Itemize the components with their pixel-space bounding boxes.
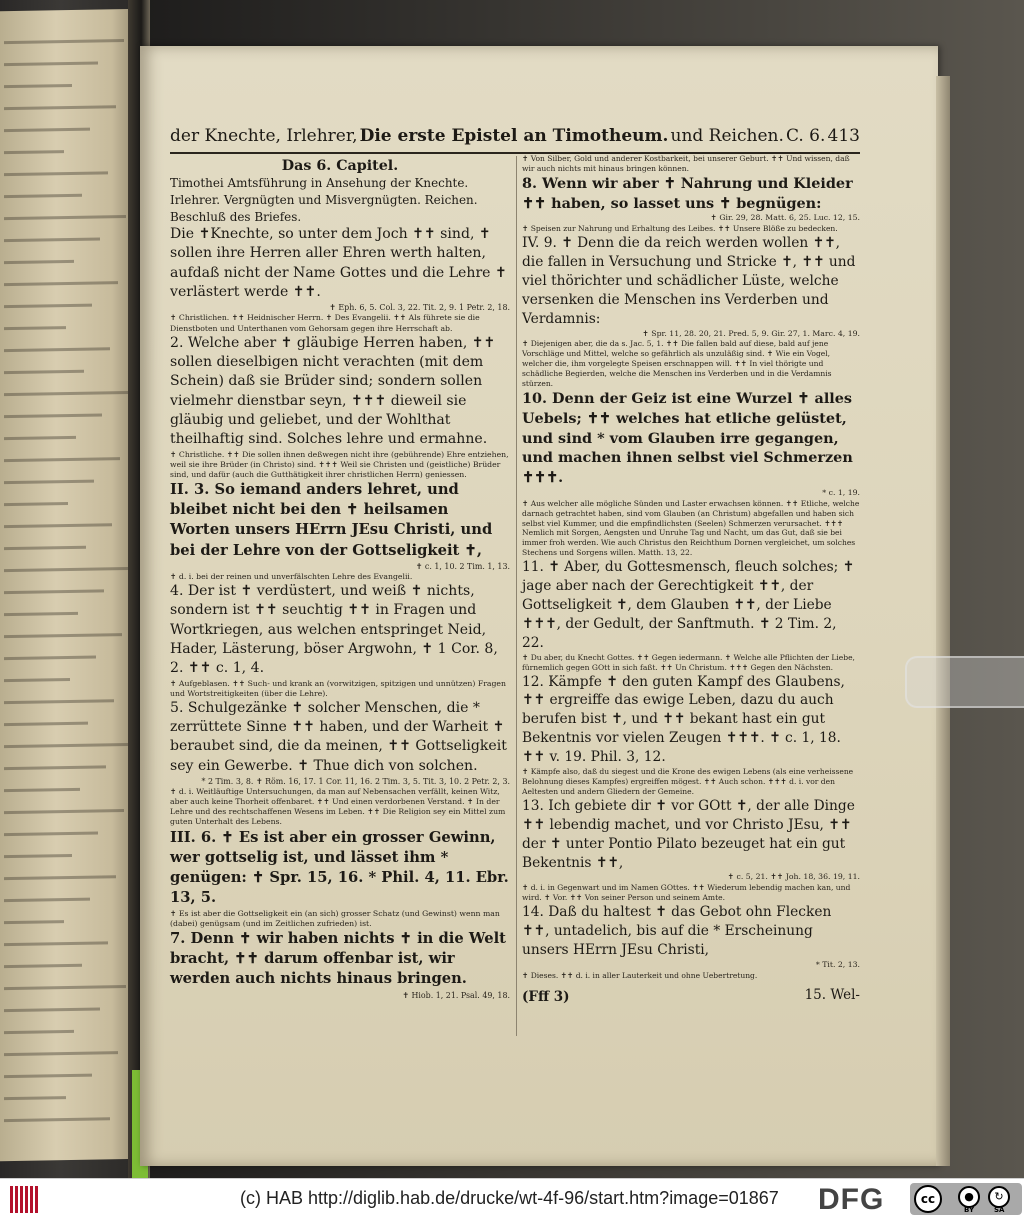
footnote: ✝ Christliche. ✝✝ Die sollen ihnen deßwegen nicht ihre (gebührende) Ehre entziehen, weil sie ihre Brüder (in Christo) sind. ✝✝✝ Weil sie Christen und (geistliche) Brüder sind, und dafür (auch die Gutthätigkeit ihrer christlichen Herrn) geniessen. xyxy=(170,449,509,479)
facing-page-text-line xyxy=(4,370,84,374)
facing-page-text-line xyxy=(4,1051,118,1056)
facing-page-text-line xyxy=(4,898,90,903)
left-column xyxy=(170,157,510,1001)
footnote: ✝ Diejenigen aber, die da s. Jac. 5, 1. ✝✝ Die fallen bald auf diese, bald auf jene Vorschläge und Mittel, welche so gefährlich als unzuläßig sind. ✝ Wie ein Vogel, welcher die, ihm vorgelegte Speisen erschnappen will. ✝✝ In viel thörigte und schädliche Begierden, welche die Menschen ins Verderben und in die Verdamnis stürzen. xyxy=(522,339,832,389)
header-chapter: C. 6. xyxy=(785,126,826,146)
facing-page-text-line xyxy=(4,546,86,550)
sa-label: SA xyxy=(994,1206,1005,1214)
verse: II. 3. So iemand anders lehret, und bleibet nicht bei den ✝ heilsamen Worten unsers HErrn JEsu Christi, und bei der Lehre von der Gottseligkeit ✝, xyxy=(170,480,493,559)
hab-logo-icon xyxy=(10,1186,38,1213)
facing-page-text-line xyxy=(4,854,72,858)
verse: 4. Der ist ✝ verdüstert, und weiß ✝ nichts, sondern ist ✝✝ seuchtig ✝✝ in Fragen und Wortkriegen, aus welchen entspringet Neid, Hader, Lästerung, böser Argwohn, ✝ 1 Cor. 8, 2. ✝✝ c. 1, 4. xyxy=(170,583,498,677)
verse: III. 6. ✝ Es ist aber ein grosser Gewinn, wer gottselig ist, und lässet ihm * genügen: ✝ Spr. 15, 16. * Phil. 4, 11. Ebr. 13, 5. xyxy=(170,828,509,907)
facing-page-text-line xyxy=(4,678,70,682)
facing-page-text-line xyxy=(4,84,72,88)
chapter-heading: Das 6. Capitel. xyxy=(281,158,399,174)
column-divider xyxy=(516,156,517,1036)
facing-page-text-line xyxy=(4,1030,74,1034)
facing-page-text-line xyxy=(4,1117,110,1122)
facing-page-text-line xyxy=(4,920,64,924)
facing-page-text-line xyxy=(4,194,82,198)
header-left: der Knechte, Irlehrer, xyxy=(170,126,358,146)
header-title: Die erste Epistel an Timotheum. xyxy=(359,126,669,146)
facing-page-text-line xyxy=(4,457,120,462)
facing-page-text-line xyxy=(4,699,114,704)
facing-page-text-line xyxy=(4,260,74,264)
page-number: 413 xyxy=(827,126,860,146)
verse: IV. 9. ✝ Denn die da reich werden wollen ✝✝, die fallen in Versuchung und Stricke ✝, ✝✝ und viel thörichter und schädlicher Lüste, welche versenken die Menschen ins Verderben und Verdamnis: xyxy=(522,235,856,327)
verse: 11. ✝ Aber, du Gottesmensch, fleuch solches; ✝ jage aber nach der Gerechtigkeit ✝✝, der Gottseligkeit ✝, dem Glauben ✝✝, der Liebe ✝✝✝, der Gedult, der Sanftmuth. ✝ 2 Tim. 2, 22. xyxy=(522,559,855,651)
facing-page xyxy=(0,9,140,1161)
facing-page-text-line xyxy=(4,281,118,286)
facing-page-text-line xyxy=(4,1074,92,1079)
footnote: ✝ Es ist aber die Gottseligkeit ein (an sich) grosser Schatz (und Gewinst) wenn man (dabei) genügsam (und im Zeitlichen zufrieden) ist. xyxy=(170,908,500,928)
footnote: ✝ Speisen zur Nahrung und Erhaltung des Leibes. ✝✝ Unsere Blöße zu bedecken. xyxy=(522,224,838,234)
footnote: ✝ d. i. Weitläuftige Untersuchungen, da man auf Nebensachen verfällt, keinen Witz, aber auch keine Thorheit offenbaret. ✝✝ Und einen verdorbenen Verstand. ✝ In der Lehre und des rechtschaffenen Wesens im Leben. ✝✝ Die Religion sey ein Mittel zum guten Unterhalt des Lebens. xyxy=(170,787,506,827)
facing-page-text-line xyxy=(4,875,116,880)
facing-page-text-line xyxy=(4,326,66,330)
facing-page-text-line xyxy=(4,985,126,990)
facing-page-text-line xyxy=(4,964,82,968)
facing-page-text-line xyxy=(4,413,102,418)
footnote: ✝ d. i. in Gegenwart und im Namen GOttes. ✝✝ Wiederum lebendig machen kan, und wird. ✝ Vor. ✝✝ Von seiner Person und seinem Amte. xyxy=(522,883,851,903)
footnote: ✝ d. i. bei der reinen und unverfälschten Lehre des Evangelii. xyxy=(170,571,413,581)
verse: 2. Welche aber ✝ gläubige Herren haben, ✝✝ sollen dieselbigen nicht verachten (mit dem Schein) daß sie Brüder sind; sondern sollen vielmehr dienstbar seyn, ✝✝✝ dieweil sie gläubig und geliebet, und der Wohlthat theilhaftig sind. Solches lehre und ermahne. xyxy=(170,334,496,448)
verse: 13. Ich gebiete dir ✝ vor GOtt ✝, der alle Dinge ✝✝ lebendig machet, und vor Christo JEsu, ✝✝ der ✝ unter Pontio Pilato bezeuget hat ein gut Bekentnis ✝✝, xyxy=(522,797,855,871)
cross-reference: ✝ Spr. 11, 28. 20, 21. Pred. 5, 9. Gir. 27, 1. Marc. 4, 19. xyxy=(642,328,860,338)
footnote: ✝ Aus welcher alle mögliche Sünden und Laster erwachsen können. ✝✝ Etliche, welche darnach getrachtet haben, sind vom Glauben (an Christum) abgefallen und haben sich selbst viel Kummer, und die empfindlichsten (Seelen) Schmerzen verursachet. ✝✝✝ Nemlich mit Sorgen, Aengsten und Unruhe Tag und Nacht, um das Gut, daß sie bei immer froh werden. Wie auch Christus den Reichthum Dornen vergleichet, um solches Stechens und Sorgens willen. Matth. 13, 22. xyxy=(522,498,860,558)
footer-bar xyxy=(0,1178,1024,1219)
facing-page-text-line xyxy=(4,304,92,309)
cross-reference: ✝ Eph. 6, 5. Col. 3, 22. Tit. 2, 9. 1 Petr. 2, 18. xyxy=(329,303,510,313)
facing-page-text-line xyxy=(4,391,128,396)
running-header xyxy=(170,126,860,152)
verse: 10. Denn der Geiz ist eine Wurzel ✝ alles Uebels; ✝✝ welches hat etliche gelüstet, und sind * vom Glauben irre gegangen, und machen ihnen selbst viel Schmerzen ✝✝✝. xyxy=(522,389,853,487)
facing-page-text-line xyxy=(4,436,76,440)
page-edge xyxy=(936,76,950,1166)
facing-page-text-line xyxy=(4,567,130,572)
facing-page-text-line xyxy=(4,1096,66,1100)
chapter-summary: Timothei Amtsführung in Ansehung der Knechte. Irlehrer. Vergnügten und Misvergnügten. Reichen. Beschluß des Briefes. xyxy=(170,176,478,224)
facing-page-text-line xyxy=(4,502,68,506)
footnote: ✝ Christlichen. ✝✝ Heidnischer Herrn. ✝ Des Evangelii. ✝✝ Als führete sie die Dienstboten und Unterthanen vom Gehorsam gegen ihre Herrschaft ab. xyxy=(170,313,480,333)
facing-page-text-line xyxy=(4,941,108,946)
facing-page-text-line xyxy=(4,765,106,770)
cross-reference: * Tit. 2, 13. xyxy=(815,959,860,969)
facing-page-text-line xyxy=(4,347,110,352)
cross-reference: ✝ Hiob. 1, 21. Psal. 49, 18. xyxy=(402,990,510,1000)
cross-reference: * 2 Tim. 3, 8. ✝ Röm. 16, 17. 1 Cor. 11, 16. 2 Tim. 3, 5. Tit. 3, 10. 2 Petr. 2, 3. xyxy=(201,777,510,787)
footnote: ✝ Aufgeblasen. ✝✝ Such- und krank an (vorwitzigen, spitzigen und unnützen) Fragen und Wortstreitigkeiten (über die Lehre). xyxy=(170,678,506,698)
facing-page-text-line xyxy=(4,237,100,242)
by-person-icon: ● xyxy=(958,1186,980,1208)
facing-page-text-line xyxy=(4,633,122,638)
cross-reference: ✝ Gir. 29, 28. Matt. 6, 25. Luc. 12, 15. xyxy=(710,213,860,223)
verse: 8. Wenn wir aber ✝ Nahrung und Kleider ✝✝ haben, so lasset uns ✝ begnügen: xyxy=(522,174,853,212)
facing-page-text-line xyxy=(4,722,88,726)
facing-page-text-line xyxy=(4,832,98,837)
by-label: BY xyxy=(964,1206,975,1214)
facing-page-text-line xyxy=(4,39,124,44)
facing-page-text-line xyxy=(4,809,124,814)
cross-reference: * c. 1, 19. xyxy=(822,487,860,497)
cross-reference: ✝ c. 1, 10. 2 Tim. 1, 13. xyxy=(415,561,510,571)
facing-page-text-line xyxy=(4,171,108,176)
facing-page-text-line xyxy=(4,105,116,110)
facing-page-text-line xyxy=(4,788,80,792)
cc-icon: cc xyxy=(914,1185,942,1213)
sa-share-icon: ↻ xyxy=(988,1186,1010,1208)
facing-page-text-line xyxy=(4,523,112,528)
dfg-logo: DFG xyxy=(818,1183,885,1216)
facing-page-text-line xyxy=(4,612,78,616)
footnote: ✝ Du aber, du Knecht Gottes. ✝✝ Gegen iedermann. ✝ Welche alle Pflichten der Liebe, fürnemlich gegen GOtt in sich faßt. ✝✝ Un Christum. ✝✝✝ Gegen den Nächsten. xyxy=(522,652,855,672)
footnote: ✝ Kämpfe also, daß du siegest und die Krone des ewigen Lebens (als eine verheissene Belohnung dieses Kampfes) ergreiffen mögest. ✝✝ Auch schon. ✝✝✝ d. i. vor den Aeltesten und andern Gliedern der Gemeine. xyxy=(522,767,854,796)
verse: 7. Denn ✝ wir haben nichts ✝ in die Welt bracht, ✝✝ darum offenbar ist, wir werden auch nichts hinaus bringen. xyxy=(170,929,506,988)
facing-page-text-line xyxy=(4,743,132,748)
verse: Die ✝Knechte, so unter dem Joch ✝✝ sind, ✝ sollen ihre Herren aller Ehren werth halten, aufdaß nicht der Name Gottes und die Lehre ✝ verlästert werde ✝✝. xyxy=(170,226,507,301)
signature-mark: (Fff 3) xyxy=(522,989,570,1006)
cc-license-badge[interactable] xyxy=(910,1183,1022,1215)
facing-page-text-line xyxy=(4,150,64,154)
facing-page-text-line xyxy=(4,215,126,220)
verse: 5. Schulgezänke ✝ solcher Menschen, die * zerrüttete Sinne ✝✝ haben, und der Warheit ✝ beraubet sind, die da meinen, ✝✝ Gottseligkeit sey ein Gewerbe. ✝ Thue dich von solchen. xyxy=(170,699,507,774)
facing-page-text-line xyxy=(4,589,104,594)
verse: 14. Daß du haltest ✝ das Gebot ohn Flecken ✝✝, untadelich, bis auf die * Erscheinung unsers HErrn JEsu Christi, xyxy=(522,904,832,958)
facing-page-text-line xyxy=(4,656,96,661)
footnote: ✝ Dieses. ✝✝ d. i. in aller Lauterkeit und ohne Uebertretung. xyxy=(522,970,758,980)
facing-page-text-line xyxy=(4,1007,100,1012)
header-right: und Reichen. xyxy=(670,126,784,146)
cross-reference: ✝ c. 5, 21. ✝✝ Joh. 18, 36. 19, 11. xyxy=(727,872,860,882)
catchword: 15. Wel- xyxy=(804,987,860,1004)
facing-page-text-line xyxy=(4,62,98,67)
page-tab-marker xyxy=(905,656,1024,708)
right-column xyxy=(522,154,860,1004)
footnote: ✝ Von Silber, Gold und anderer Kostbarkeit, bei unserer Geburt. ✝✝ Und wissen, daß wir auch nichts mit hinaus bringen können. xyxy=(522,154,850,173)
credit-link[interactable]: (c) HAB http://diglib.hab.de/drucke/wt-4f-96/start.htm?image=01867 xyxy=(240,1188,779,1208)
facing-page-text-line xyxy=(4,128,90,133)
verse: 12. Kämpfe ✝ den guten Kampf des Glaubens, ✝✝ ergreiffe das ewige Leben, dazu du auch berufen bist ✝, und ✝✝ bekant hast ein gut Bekentnis vor vielen Zeugen ✝✝✝. ✝ c. 1, 18. ✝✝ v. 19. Phil. 3, 12. xyxy=(522,673,845,766)
facing-page-text-line xyxy=(4,480,94,485)
